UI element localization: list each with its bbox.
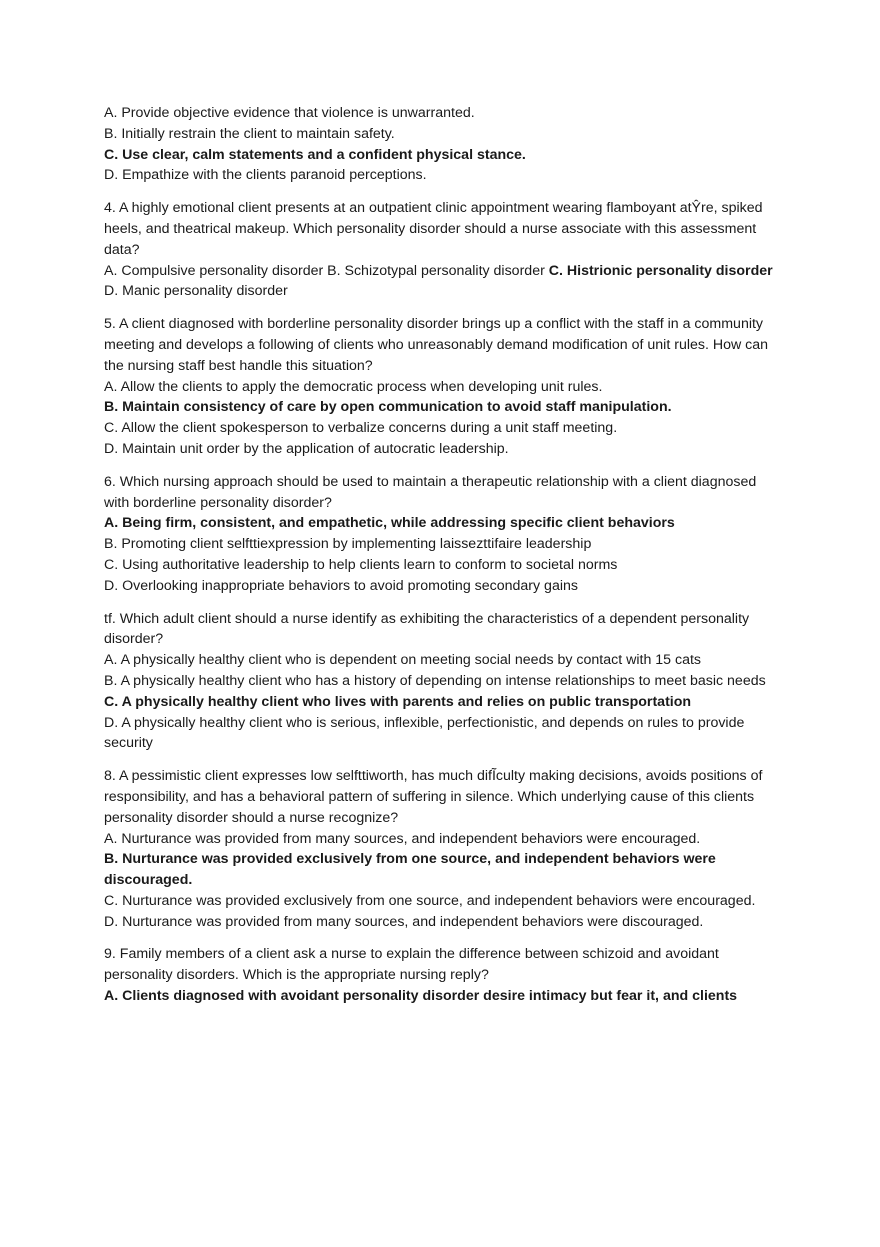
option-a-answer: A. Clients diagnosed with avoidant personality disorder desire intimacy but fear it, and clients [104,988,738,1005]
document-page [104,103,784,1019]
option-d: D. A physically healthy client who is serious, inflexible, perfectionistic, and depends on rules to provide security [104,714,745,752]
question-6-stem: 6. Which nursing approach should be used to maintain a therapeutic relationship with a client diagnosed with borderline personality disorder? [104,473,757,511]
question-4 [104,198,784,302]
option-c: C. Allow the client spokesperson to verbalize concerns during a unit staff meeting. [104,420,618,437]
option-b: B. A physically healthy client who has a history of depending on intense relationships to meet basic needs [104,672,766,689]
question-3-options [104,103,784,186]
option-c-answer: C. A physically healthy client who lives with parents and relies on public transportation [104,693,692,710]
question-9 [104,944,784,1006]
option-c-answer: C. Histrionic personality disorder [548,262,773,279]
question-5 [104,314,784,460]
option-d: D. Maintain unit order by the application of autocratic leadership. [104,440,509,457]
question-7-stem: tf. Which adult client should a nurse identify as exhibiting the characteristics of a dependent personality disorder? [104,610,750,648]
question-4-stem: 4. A highly emotional client presents at an outpatient clinic appointment wearing flamboyant atŶre, spiked heels, and theatrical makeup. Which personality disorder should a nurse associate with this assessment data? [104,200,763,258]
option-c-answer: C. Use clear, calm statements and a confident physical stance. [104,146,526,163]
option-d: D. Overlooking inappropriate behaviors to avoid promoting secondary gains [104,577,578,594]
option-c: C. Nurturance was provided exclusively from one source, and independent behaviors were encouraged. [104,892,756,909]
option-d: D. Nurturance was provided from many sources, and independent behaviors were discouraged. [104,913,704,930]
option-a-answer: A. Being firm, consistent, and empathetic, while addressing specific client behaviors [104,515,675,532]
option-b-answer: B. Nurturance was provided exclusively from one source, and independent behaviors were discouraged. [104,851,716,889]
question-6 [104,472,784,597]
option-d: D. Manic personality disorder [104,283,288,300]
question-8-stem: 8. A pessimistic client expresses low selfttiworth, has much difĨculty making decisions, avoids positions of responsibility, and has a behavioral pattern of suffering in silence. Which underlying cause of this clients personality disorder should a nurse recognize? [104,768,763,826]
question-7 [104,609,784,755]
option-a: A. Nurturance was provided from many sources, and independent behaviors were encouraged. [104,830,701,847]
option-d: D. Empathize with the clients paranoid perceptions. [104,167,427,184]
option-c: C. Using authoritative leadership to help clients learn to conform to societal norms [104,556,618,573]
question-9-stem: 9. Family members of a client ask a nurse to explain the difference between schizoid and avoidant personality disorders. Which is the appropriate nursing reply? [104,946,719,984]
option-a: A. Allow the clients to apply the democratic process when developing unit rules. [104,378,603,395]
question-5-stem: 5. A client diagnosed with borderline personality disorder brings up a conflict with the staff in a community meeting and develops a following of clients who unreasonably demand modification of unit rules. How can the nursing staff best handle this situation? [104,316,769,374]
option-b: B. Initially restrain the client to maintain safety. [104,125,395,142]
option-ab: A. Compulsive personality disorder B. Schizotypal personality disorder [104,262,549,279]
question-8 [104,766,784,932]
option-a: A. Provide objective evidence that violence is unwarranted. [104,105,475,121]
option-b: B. Promoting client selfttiexpression by implementing laissezttifaire leadership [104,536,592,553]
option-b-answer: B. Maintain consistency of care by open communication to avoid staff manipulation. [104,399,672,416]
option-a: A. A physically healthy client who is dependent on meeting social needs by contact with 15 cats [104,652,702,669]
question-4-options-ab-c [104,261,784,282]
